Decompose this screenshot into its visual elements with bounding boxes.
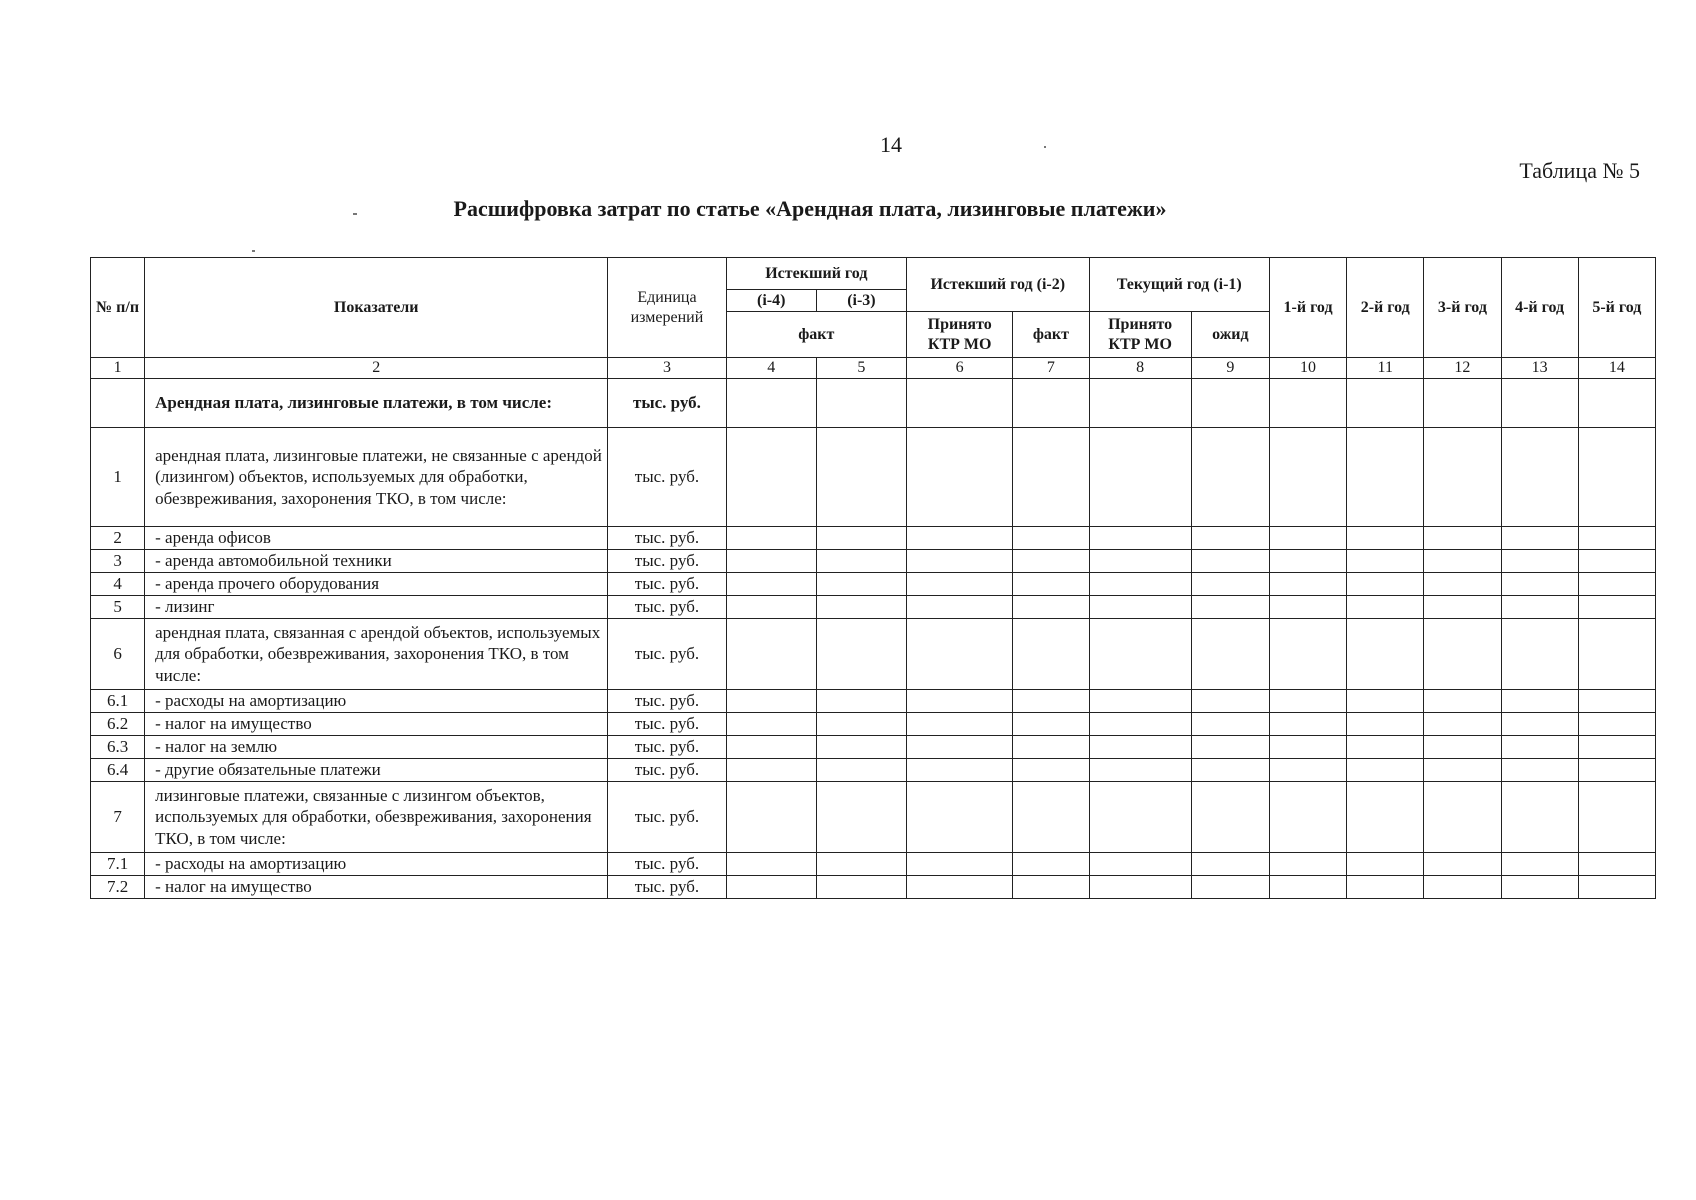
- header-year-2: 2-й год: [1347, 258, 1424, 358]
- value-cell: [1269, 379, 1346, 428]
- value-cell: [816, 853, 906, 876]
- value-cell: [1269, 876, 1346, 899]
- value-cell: [1578, 428, 1655, 527]
- value-cell: [1013, 596, 1089, 619]
- row-unit: тыс. руб.: [608, 713, 726, 736]
- value-cell: [1269, 527, 1346, 550]
- header-fact-2: факт: [1013, 312, 1089, 358]
- value-cell: [1578, 596, 1655, 619]
- value-cell: [726, 573, 816, 596]
- value-cell: [1501, 736, 1578, 759]
- value-cell: [1191, 619, 1269, 690]
- value-cell: [1578, 759, 1655, 782]
- value-cell: [907, 428, 1013, 527]
- row-indicator: - аренда автомобильной техники: [145, 550, 608, 573]
- row-unit: тыс. руб.: [608, 690, 726, 713]
- value-cell: [1191, 379, 1269, 428]
- header-year-3: 3-й год: [1424, 258, 1501, 358]
- row-unit: тыс. руб.: [608, 379, 726, 428]
- value-cell: [1578, 876, 1655, 899]
- value-cell: [907, 550, 1013, 573]
- scan-speck: [252, 250, 255, 252]
- row-indicator: - лизинг: [145, 596, 608, 619]
- table-row: [91, 573, 1656, 596]
- value-cell: [907, 782, 1013, 853]
- value-cell: [726, 690, 816, 713]
- value-cell: [1347, 690, 1424, 713]
- value-cell: [1089, 379, 1191, 428]
- value-cell: [1089, 596, 1191, 619]
- col-number: 3: [608, 358, 726, 379]
- value-cell: [1501, 596, 1578, 619]
- value-cell: [907, 379, 1013, 428]
- table-row: [91, 759, 1656, 782]
- table-row: [91, 690, 1656, 713]
- header-year-5: 5-й год: [1578, 258, 1655, 358]
- value-cell: [816, 736, 906, 759]
- col-number: 12: [1424, 358, 1501, 379]
- page-number: 14: [880, 132, 902, 157]
- header-accepted: Принято КТР МО: [907, 312, 1013, 358]
- row-unit: тыс. руб.: [608, 876, 726, 899]
- value-cell: [907, 853, 1013, 876]
- value-cell: [1578, 853, 1655, 876]
- value-cell: [907, 876, 1013, 899]
- value-cell: [907, 573, 1013, 596]
- value-cell: [1269, 782, 1346, 853]
- row-indicator: лизинговые платежи, связанные с лизингом объектов, используемых для обработки, обезвреживания, захоронения ТКО, в том числе:: [145, 782, 608, 853]
- value-cell: [1501, 853, 1578, 876]
- col-number: 4: [726, 358, 816, 379]
- value-cell: [1424, 782, 1501, 853]
- value-cell: [1347, 736, 1424, 759]
- value-cell: [1089, 550, 1191, 573]
- header-past-year-2: Истекший год (i-2): [907, 258, 1089, 312]
- header-current-year: Текущий год (i-1): [1089, 258, 1269, 312]
- value-cell: [1347, 550, 1424, 573]
- col-number: 1: [91, 358, 145, 379]
- value-cell: [816, 690, 906, 713]
- value-cell: [1424, 573, 1501, 596]
- row-unit: тыс. руб.: [608, 853, 726, 876]
- value-cell: [1089, 527, 1191, 550]
- value-cell: [1578, 736, 1655, 759]
- header-expected: ожид: [1191, 312, 1269, 358]
- value-cell: [1191, 713, 1269, 736]
- value-cell: [726, 527, 816, 550]
- value-cell: [1424, 876, 1501, 899]
- header-year-4: 4-й год: [1501, 258, 1578, 358]
- row-indicator: - налог на имущество: [145, 713, 608, 736]
- row-unit: тыс. руб.: [608, 736, 726, 759]
- value-cell: [1347, 573, 1424, 596]
- value-cell: [726, 550, 816, 573]
- value-cell: [1424, 550, 1501, 573]
- row-indicator: - расходы на амортизацию: [145, 853, 608, 876]
- row-indicator: - другие обязательные платежи: [145, 759, 608, 782]
- value-cell: [816, 713, 906, 736]
- value-cell: [816, 550, 906, 573]
- value-cell: [1424, 759, 1501, 782]
- value-cell: [907, 690, 1013, 713]
- value-cell: [726, 736, 816, 759]
- value-cell: [1578, 527, 1655, 550]
- value-cell: [1424, 690, 1501, 713]
- value-cell: [816, 428, 906, 527]
- value-cell: [1089, 573, 1191, 596]
- row-number: 2: [91, 527, 145, 550]
- value-cell: [1191, 876, 1269, 899]
- value-cell: [1578, 690, 1655, 713]
- value-cell: [1578, 550, 1655, 573]
- value-cell: [1347, 527, 1424, 550]
- value-cell: [1578, 573, 1655, 596]
- row-indicator: - налог на землю: [145, 736, 608, 759]
- value-cell: [1501, 782, 1578, 853]
- value-cell: [1501, 428, 1578, 527]
- value-cell: [1347, 596, 1424, 619]
- row-number: 6.2: [91, 713, 145, 736]
- value-cell: [907, 713, 1013, 736]
- value-cell: [1089, 428, 1191, 527]
- col-number: 8: [1089, 358, 1191, 379]
- document-title: Расшифровка затрат по статье «Арендная плата, лизинговые платежи»: [453, 196, 1167, 221]
- row-indicator: арендная плата, связанная с арендой объектов, используемых для обработки, обезвреживания, захоронения ТКО, в том числе:: [145, 619, 608, 690]
- value-cell: [1501, 619, 1578, 690]
- value-cell: [1013, 713, 1089, 736]
- col-number: 11: [1347, 358, 1424, 379]
- value-cell: [1089, 876, 1191, 899]
- value-cell: [1269, 713, 1346, 736]
- value-cell: [1501, 759, 1578, 782]
- header-i4: (i-4): [726, 290, 816, 312]
- value-cell: [1269, 596, 1346, 619]
- value-cell: [1089, 782, 1191, 853]
- value-cell: [1013, 876, 1089, 899]
- value-cell: [1089, 713, 1191, 736]
- value-cell: [726, 782, 816, 853]
- value-cell: [1089, 619, 1191, 690]
- value-cell: [1578, 713, 1655, 736]
- table-row: [91, 527, 1656, 550]
- value-cell: [1013, 853, 1089, 876]
- value-cell: [1191, 782, 1269, 853]
- row-unit: тыс. руб.: [608, 428, 726, 527]
- table-row: [91, 853, 1656, 876]
- row-number: 3: [91, 550, 145, 573]
- row-unit: тыс. руб.: [608, 596, 726, 619]
- value-cell: [816, 876, 906, 899]
- value-cell: [1501, 713, 1578, 736]
- value-cell: [1191, 759, 1269, 782]
- value-cell: [726, 713, 816, 736]
- col-number: 9: [1191, 358, 1269, 379]
- value-cell: [1347, 853, 1424, 876]
- header-num: № п/п: [91, 258, 145, 358]
- header-indicators: Показатели: [145, 258, 608, 358]
- value-cell: [816, 527, 906, 550]
- value-cell: [1501, 876, 1578, 899]
- value-cell: [1089, 853, 1191, 876]
- row-unit: тыс. руб.: [608, 550, 726, 573]
- table-row: [91, 379, 1656, 428]
- value-cell: [1013, 690, 1089, 713]
- value-cell: [1424, 736, 1501, 759]
- table-row: [91, 596, 1656, 619]
- value-cell: [907, 736, 1013, 759]
- col-number: 6: [907, 358, 1013, 379]
- col-number: 10: [1269, 358, 1346, 379]
- value-cell: [1089, 759, 1191, 782]
- header-fact: факт: [726, 312, 906, 358]
- value-cell: [1269, 736, 1346, 759]
- col-number: 14: [1578, 358, 1655, 379]
- col-number: 2: [145, 358, 608, 379]
- value-cell: [1191, 853, 1269, 876]
- value-cell: [1424, 853, 1501, 876]
- value-cell: [1269, 759, 1346, 782]
- row-number: 6.3: [91, 736, 145, 759]
- value-cell: [1347, 379, 1424, 428]
- row-indicator: арендная плата, лизинговые платежи, не связанные с арендой (лизингом) объектов, используемых для обработки, обезвреживания, захоронения ТКО, в том числе:: [145, 428, 608, 527]
- value-cell: [907, 619, 1013, 690]
- value-cell: [816, 782, 906, 853]
- scan-speck: [1044, 146, 1046, 148]
- value-cell: [1501, 527, 1578, 550]
- value-cell: [1013, 428, 1089, 527]
- value-cell: [1347, 428, 1424, 527]
- value-cell: [1191, 573, 1269, 596]
- col-number: 5: [816, 358, 906, 379]
- value-cell: [1269, 619, 1346, 690]
- value-cell: [1191, 550, 1269, 573]
- value-cell: [1013, 527, 1089, 550]
- row-number: [91, 379, 145, 428]
- value-cell: [1191, 690, 1269, 713]
- value-cell: [1191, 428, 1269, 527]
- value-cell: [816, 573, 906, 596]
- value-cell: [1578, 782, 1655, 853]
- row-number: 4: [91, 573, 145, 596]
- value-cell: [1269, 550, 1346, 573]
- value-cell: [1013, 759, 1089, 782]
- value-cell: [726, 876, 816, 899]
- value-cell: [1347, 876, 1424, 899]
- value-cell: [1578, 619, 1655, 690]
- value-cell: [1347, 782, 1424, 853]
- value-cell: [1501, 573, 1578, 596]
- table-row: [91, 782, 1656, 853]
- value-cell: [1089, 736, 1191, 759]
- row-number: 1: [91, 428, 145, 527]
- value-cell: [1501, 379, 1578, 428]
- table-row: [91, 876, 1656, 899]
- value-cell: [1013, 782, 1089, 853]
- value-cell: [1578, 379, 1655, 428]
- row-unit: тыс. руб.: [608, 619, 726, 690]
- value-cell: [1013, 619, 1089, 690]
- value-cell: [1347, 619, 1424, 690]
- row-indicator: - аренда офисов: [145, 527, 608, 550]
- table-row: [91, 713, 1656, 736]
- row-number: 5: [91, 596, 145, 619]
- col-number: 13: [1501, 358, 1578, 379]
- value-cell: [1191, 596, 1269, 619]
- value-cell: [726, 428, 816, 527]
- value-cell: [726, 853, 816, 876]
- value-cell: [1424, 713, 1501, 736]
- value-cell: [1191, 736, 1269, 759]
- value-cell: [1013, 379, 1089, 428]
- row-number: 6.4: [91, 759, 145, 782]
- header-accepted-2: Принято КТР МО: [1089, 312, 1191, 358]
- table-label: Таблица № 5: [1519, 158, 1640, 183]
- row-number: 7.2: [91, 876, 145, 899]
- value-cell: [907, 596, 1013, 619]
- row-indicator: Арендная плата, лизинговые платежи, в том числе:: [145, 379, 608, 428]
- row-number: 7.1: [91, 853, 145, 876]
- value-cell: [907, 527, 1013, 550]
- scan-speck: [353, 213, 357, 215]
- row-number: 7: [91, 782, 145, 853]
- value-cell: [1424, 527, 1501, 550]
- row-indicator: - налог на имущество: [145, 876, 608, 899]
- value-cell: [1013, 736, 1089, 759]
- value-cell: [726, 596, 816, 619]
- row-unit: тыс. руб.: [608, 573, 726, 596]
- table-row: [91, 550, 1656, 573]
- value-cell: [726, 379, 816, 428]
- value-cell: [1013, 550, 1089, 573]
- value-cell: [1424, 428, 1501, 527]
- column-number-row: [91, 358, 1656, 379]
- header-past-year: Истекший год: [726, 258, 906, 290]
- row-number: 6: [91, 619, 145, 690]
- value-cell: [1501, 690, 1578, 713]
- value-cell: [816, 759, 906, 782]
- value-cell: [1269, 853, 1346, 876]
- table-row: [91, 428, 1656, 527]
- value-cell: [816, 596, 906, 619]
- value-cell: [1191, 527, 1269, 550]
- row-unit: тыс. руб.: [608, 759, 726, 782]
- table-row: [91, 619, 1656, 690]
- value-cell: [1424, 596, 1501, 619]
- value-cell: [726, 759, 816, 782]
- value-cell: [1089, 690, 1191, 713]
- value-cell: [1269, 573, 1346, 596]
- value-cell: [1347, 713, 1424, 736]
- row-unit: тыс. руб.: [608, 782, 726, 853]
- value-cell: [907, 759, 1013, 782]
- value-cell: [1013, 573, 1089, 596]
- value-cell: [816, 379, 906, 428]
- row-indicator: - расходы на амортизацию: [145, 690, 608, 713]
- header-i3: (i-3): [816, 290, 906, 312]
- value-cell: [1424, 619, 1501, 690]
- header-year-1: 1-й год: [1269, 258, 1346, 358]
- value-cell: [1501, 550, 1578, 573]
- table-body: [91, 379, 1656, 899]
- table-row: [91, 736, 1656, 759]
- value-cell: [1269, 428, 1346, 527]
- value-cell: [816, 619, 906, 690]
- value-cell: [726, 619, 816, 690]
- col-number: 7: [1013, 358, 1089, 379]
- value-cell: [1269, 690, 1346, 713]
- row-number: 6.1: [91, 690, 145, 713]
- row-unit: тыс. руб.: [608, 527, 726, 550]
- value-cell: [1424, 379, 1501, 428]
- value-cell: [1347, 759, 1424, 782]
- header-unit: Единица измерений: [608, 258, 726, 358]
- cost-breakdown-table: [90, 257, 1656, 899]
- row-indicator: - аренда прочего оборудования: [145, 573, 608, 596]
